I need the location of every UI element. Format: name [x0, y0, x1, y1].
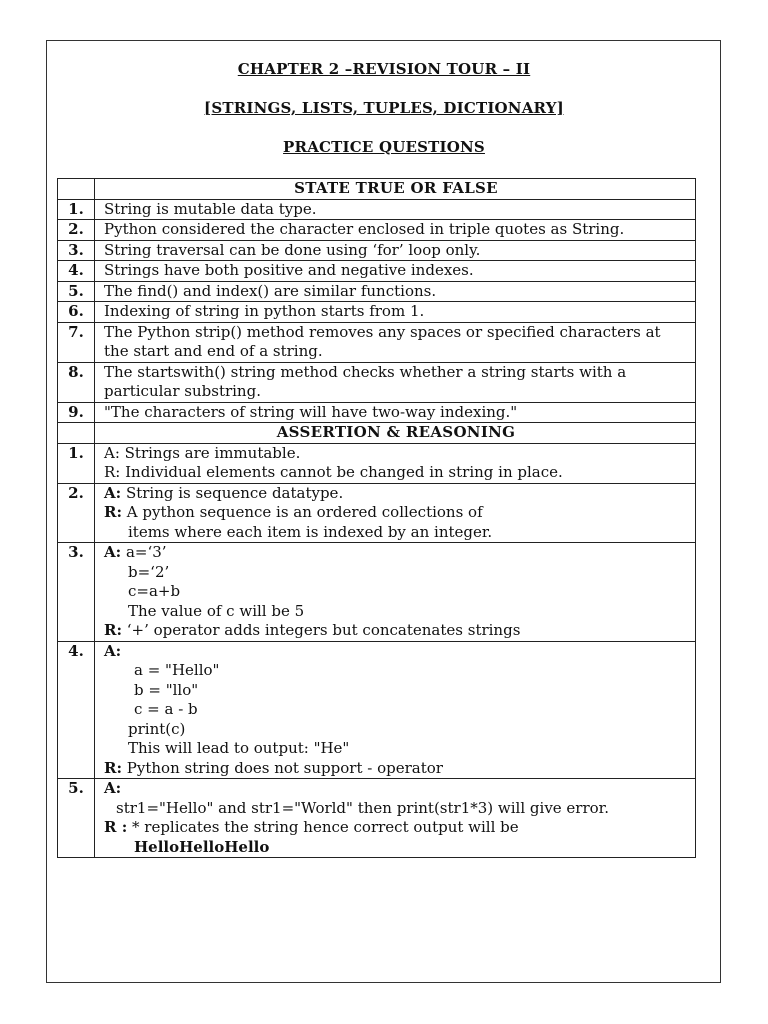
table-row [58, 483, 696, 543]
table-row [58, 402, 696, 423]
assertion-header: ASSERTION & REASONING [95, 423, 696, 444]
reason-label: R: [104, 621, 123, 639]
question-text: Indexing of string in python starts from 1. [95, 302, 696, 323]
question-text [95, 483, 696, 543]
question-text: The find() and index() are similar functions. [95, 281, 696, 302]
reason-text: * replicates the string hence correct output will be [127, 818, 519, 836]
table-row [58, 281, 696, 302]
reason-text: A python sequence is an ordered collections of [122, 503, 483, 521]
question-text [95, 641, 696, 779]
table-row [58, 641, 696, 779]
assertion-label: A: [104, 641, 122, 660]
table-row [58, 199, 696, 220]
question-text: Strings have both positive and negative indexes. [95, 261, 696, 282]
chapter-title: CHAPTER 2 –REVISION TOUR – II [237, 60, 531, 78]
reason-text-cont: items where each item is indexed by an integer. [128, 522, 493, 541]
reason-label: R : [104, 818, 128, 836]
reason-text: ‘+’ operator adds integers but concatenates strings [122, 621, 521, 639]
assertion-label: A: [104, 543, 122, 561]
questions-table [57, 178, 696, 858]
section-title: PRACTICE QUESTIONS [283, 138, 485, 156]
table-row [58, 779, 696, 858]
question-text: String traversal can be done using ‘for’ loop only. [95, 240, 696, 261]
question-text [95, 443, 696, 483]
assertion-text: The value of c will be 5 [128, 601, 305, 620]
table-row [58, 261, 696, 282]
question-text: "The characters of string will have two-way indexing." [95, 402, 696, 423]
question-text [95, 543, 696, 642]
code-line: print(c) [128, 719, 186, 738]
question-number: 5. [58, 281, 95, 302]
reason-text: Python string does not support - operator [122, 758, 443, 777]
reason-text: R: Individual elements cannot be changed in string in place. [104, 463, 563, 481]
question-number: 4. [58, 261, 95, 282]
question-number: 4. [58, 641, 95, 779]
table-row [58, 362, 696, 402]
assertion-text: String is sequence datatype. [121, 483, 344, 502]
table-row [58, 220, 696, 241]
question-number: 6. [58, 302, 95, 323]
assertion-text: This will lead to output: "He" [128, 739, 350, 757]
code-line: c=a+b [128, 582, 181, 600]
code-line: a=‘3’ [121, 543, 167, 561]
reason-label: R: [104, 503, 123, 521]
assertion-label: A: [104, 779, 122, 797]
question-number: 5. [58, 779, 95, 858]
table-row [58, 302, 696, 323]
assertion-text: str1="Hello" and str1="World" then print(str1*3) will give error. [116, 798, 609, 817]
question-text: The Python strip() method removes any spaces or specified characters at the start and end of a string. [95, 322, 696, 362]
code-line: b = "llo" [134, 680, 199, 699]
question-number: 7. [58, 322, 95, 362]
question-number: 9. [58, 402, 95, 423]
table-row [58, 240, 696, 261]
chapter-subtitle: [STRINGS, LISTS, TUPLES, DICTIONARY] [204, 99, 564, 117]
assertion-header-row [58, 423, 696, 444]
code-line: c = a - b [134, 700, 198, 718]
question-number: 2. [58, 220, 95, 241]
question-text [95, 779, 696, 858]
question-number: 2. [58, 483, 95, 543]
code-line: b=‘2’ [128, 562, 170, 581]
question-text: Python considered the character enclosed in triple quotes as String. [95, 220, 696, 241]
question-number: 8. [58, 362, 95, 402]
table-row [58, 322, 696, 362]
true-false-header-row [58, 179, 696, 200]
true-false-header: STATE TRUE OR FALSE [95, 179, 696, 200]
table-row [58, 443, 696, 483]
question-number: 1. [58, 443, 95, 483]
assertion-label: A: [104, 483, 122, 502]
question-text: The startswith() string method checks whether a string starts with a particular substring. [95, 362, 696, 402]
question-text: String is mutable data type. [95, 199, 696, 220]
assertion-text: A: Strings are immutable. [104, 443, 301, 462]
question-number: 3. [58, 543, 95, 642]
table-row [58, 543, 696, 642]
output-text: HelloHelloHello [134, 837, 270, 856]
question-number: 1. [58, 199, 95, 220]
reason-label: R: [104, 758, 123, 777]
question-number: 3. [58, 240, 95, 261]
code-line: a = "Hello" [134, 661, 220, 679]
